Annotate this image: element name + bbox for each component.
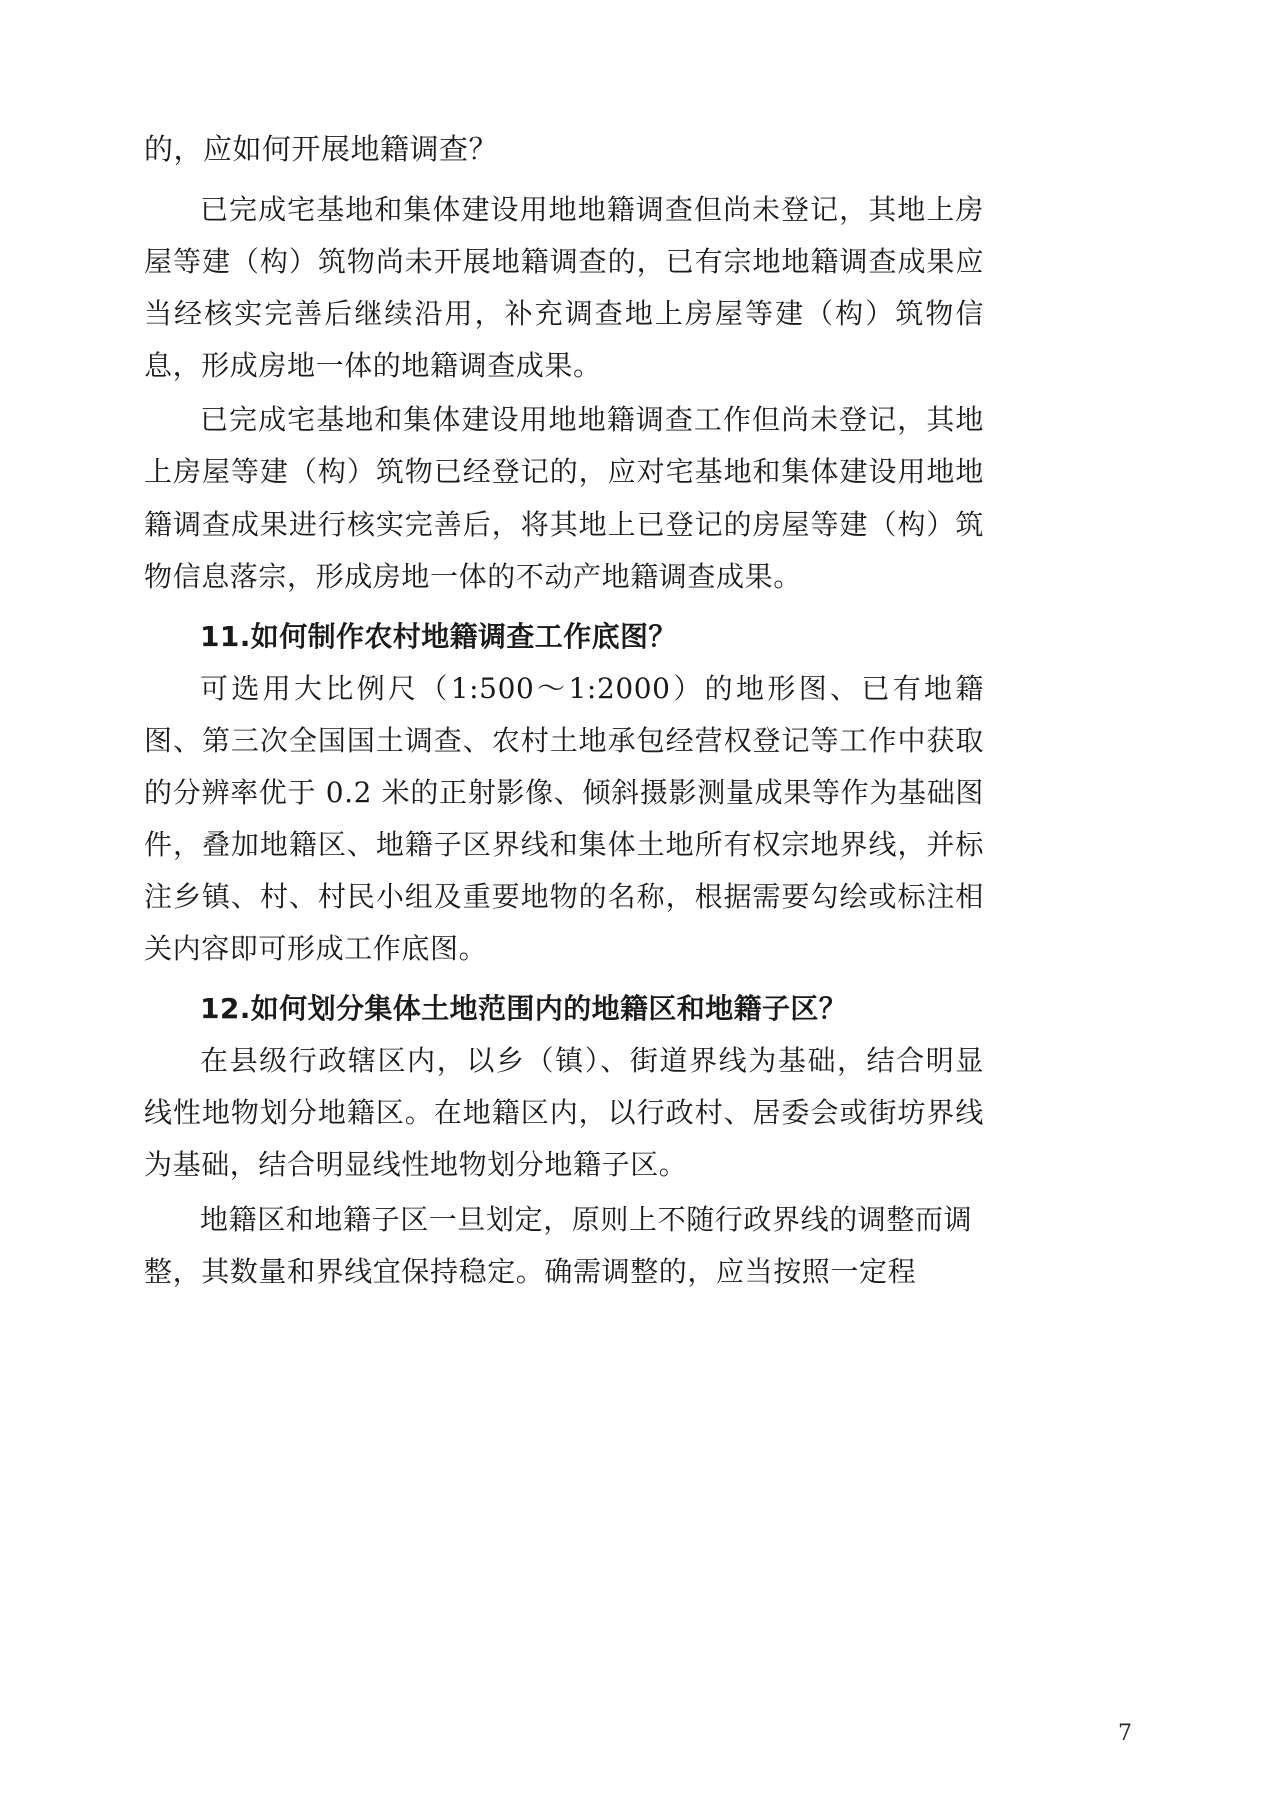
paragraph: 已完成宅基地和集体建设用地地籍调查但尚未登记，其地上房屋等建（构）筑物尚未开展地籍调查的，已有宗地地籍调查成果应当经核实完善后继续沿用，补充调查地上房屋等建（构）筑物信息，形成房地一体的地籍调查成果。 [144, 193, 984, 383]
paragraph: 地籍区和地籍子区一旦划定，原则上不随行政界线的调整而调整，其数量和界线宜保持稳定。确需调整的，应当按照一定程 [144, 1202, 973, 1288]
page-number: 7 [1118, 1721, 1132, 1746]
page-body [144, 128, 984, 1300]
question-heading-11: 11.如何制作农村地籍调查工作底图？ [200, 619, 677, 653]
heading-continued: 的，应如何开展地籍调查？ [144, 132, 499, 166]
paragraph: 可选用大比例尺（1:500～1:2000）的地形图、已有地籍图、第三次全国国土调查、农村土地承包经营权登记等工作中获取的分辨率优于 0.2 米的正射影像、倾斜摄影测量成果等作为基础图件，叠加地籍区、地籍子区界线和集体土地所有权宗地界线，并标注乡镇、村、村民小组及重要地物的名称，根据需要勾绘或标注相关内容即可形成工作底图。 [144, 671, 984, 966]
paragraph: 在县级行政辖区内，以乡（镇）、街道界线为基础，结合明显线性地物划分地籍区。在地籍区内，以行政村、居委会或街坊界线为基础，结合明显线性地物划分地籍子区。 [144, 1044, 984, 1182]
question-heading-12: 12.如何划分集体土地范围内的地籍区和地籍子区？ [200, 992, 848, 1026]
paragraph: 已完成宅基地和集体建设用地地籍调查工作但尚未登记，其地上房屋等建（构）筑物已经登记的，应对宅基地和集体建设用地地籍调查成果进行核实完善后，将其地上已登记的房屋等建（构）筑物信息落宗，形成房地一体的不动产地籍调查成果。 [144, 403, 984, 593]
